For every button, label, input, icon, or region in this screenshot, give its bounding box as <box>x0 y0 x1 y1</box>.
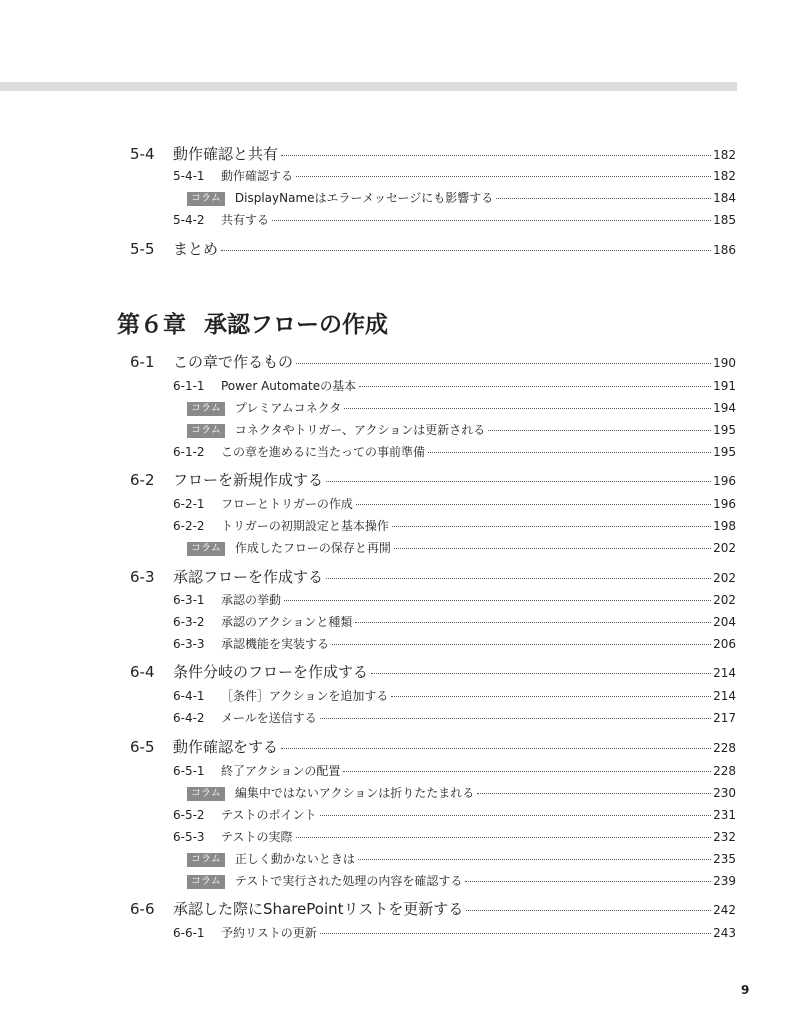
dot-leader <box>296 837 712 838</box>
toc-subsection <box>173 591 736 608</box>
entry-number: 5-4 <box>130 145 155 163</box>
toc-subsection <box>173 517 736 534</box>
column-badge: コラム <box>187 853 225 867</box>
dot-leader <box>344 408 711 409</box>
dot-leader <box>477 793 711 794</box>
entry-page: 217 <box>713 711 736 725</box>
dot-leader <box>332 644 711 645</box>
entry-title: 作成したフローの保存と再開 <box>234 541 391 555</box>
toc-section <box>130 736 736 757</box>
entry-title: メールを送信する <box>221 711 317 725</box>
page-number: 9 <box>741 983 750 997</box>
dot-leader <box>343 771 711 772</box>
toc-section <box>130 238 736 259</box>
column-badge: コラム <box>187 402 225 416</box>
entry-number: 6-3-3 <box>173 637 205 651</box>
toc-subsection <box>173 924 736 941</box>
entry-title: フローを新規作成する <box>173 471 324 489</box>
entry-page: 190 <box>713 356 736 370</box>
chapter-title: 承認フローの作成 <box>204 312 388 338</box>
dot-leader <box>296 363 711 364</box>
chapter-heading <box>117 306 388 339</box>
entry-page: 202 <box>713 541 736 555</box>
toc-subsection <box>173 709 736 726</box>
entry-title: プレミアムコネクタ <box>234 401 342 415</box>
dot-leader <box>496 198 711 199</box>
entry-number: 6-5-1 <box>173 764 205 778</box>
entry-title: 動作確認をする <box>173 738 279 756</box>
dot-leader <box>394 548 711 549</box>
dot-leader <box>392 526 711 527</box>
entry-number: 6-1 <box>130 353 155 371</box>
toc-section <box>130 351 736 372</box>
entry-page: 185 <box>713 213 736 227</box>
entry-page: 243 <box>713 926 736 940</box>
toc-column <box>187 872 736 890</box>
entry-page: 202 <box>713 571 736 585</box>
entry-page: 232 <box>713 830 736 844</box>
entry-page: 228 <box>713 741 736 755</box>
entry-page: 206 <box>713 637 736 651</box>
entry-title: 予約リストの更新 <box>221 926 317 940</box>
toc-section <box>130 661 736 682</box>
dot-leader <box>272 220 711 221</box>
toc-subsection <box>173 377 736 394</box>
toc-subsection <box>173 613 736 630</box>
entry-title: 承認した際にSharePointリストを更新する <box>173 900 464 918</box>
header-bar <box>0 82 737 91</box>
entry-number: 6-3 <box>130 568 155 586</box>
entry-page: 184 <box>713 191 736 205</box>
entry-title: 正しく動かないときは <box>234 852 355 866</box>
entry-page: 242 <box>713 903 736 917</box>
dot-leader <box>355 622 711 623</box>
entry-title: 共有する <box>221 213 270 227</box>
dot-leader <box>326 578 711 579</box>
entry-page: 202 <box>713 593 736 607</box>
entry-title: コネクタやトリガー、アクションは更新される <box>234 423 486 437</box>
entry-title: 承認機能を実装する <box>221 637 330 651</box>
dot-leader <box>356 504 711 505</box>
toc-section <box>130 143 736 164</box>
entry-number: 6-4 <box>130 663 155 681</box>
entry-page: 194 <box>713 401 736 415</box>
dot-leader <box>358 859 711 860</box>
dot-leader <box>359 386 711 387</box>
toc-column <box>187 421 736 439</box>
dot-leader <box>281 155 711 156</box>
entry-page: 196 <box>713 474 736 488</box>
entry-title: まとめ <box>173 240 219 258</box>
column-badge: コラム <box>187 424 225 438</box>
entry-page: 195 <box>713 423 736 437</box>
entry-title: テストの実際 <box>221 830 293 844</box>
entry-number: 6-4-1 <box>173 689 205 703</box>
entry-number: 6-5-3 <box>173 830 205 844</box>
entry-number: 5-4-2 <box>173 213 205 227</box>
toc-subsection <box>173 687 736 704</box>
toc-subsection <box>173 828 736 845</box>
dot-leader <box>488 430 711 431</box>
dot-leader <box>320 815 712 816</box>
dot-leader <box>465 881 711 882</box>
toc-section <box>130 566 736 587</box>
dot-leader <box>320 933 711 934</box>
entry-page: 239 <box>713 874 736 888</box>
entry-number: 5-4-1 <box>173 169 205 183</box>
entry-title: この章で作るもの <box>173 353 294 371</box>
entry-title: 終了アクションの配置 <box>221 764 341 778</box>
entry-page: 228 <box>713 764 736 778</box>
entry-title: テストで実行された処理の内容を確認する <box>234 874 463 888</box>
entry-number: 6-3-1 <box>173 593 205 607</box>
entry-number: 6-2 <box>130 471 155 489</box>
entry-title: 承認のアクションと種類 <box>221 615 353 629</box>
entry-page: 214 <box>713 666 736 680</box>
toc-subsection <box>173 443 736 460</box>
column-badge: コラム <box>187 787 225 801</box>
entry-title: 承認フローを作成する <box>173 568 324 586</box>
toc-column <box>187 850 736 868</box>
entry-title: 編集中ではないアクションは折りたたまれる <box>234 786 475 800</box>
toc-column <box>187 784 736 802</box>
column-badge: コラム <box>187 875 225 889</box>
entry-page: 182 <box>713 169 736 183</box>
toc-subsection <box>173 635 736 652</box>
entry-page: 230 <box>713 786 736 800</box>
entry-number: 6-3-2 <box>173 615 205 629</box>
entry-title: 承認の挙動 <box>221 593 282 607</box>
toc-column <box>187 189 736 207</box>
entry-number: 6-6 <box>130 900 155 918</box>
entry-title: DisplayNameはエラーメッセージにも影響する <box>234 191 494 205</box>
toc-section <box>130 469 736 490</box>
entry-page: 235 <box>713 852 736 866</box>
dot-leader <box>326 481 711 482</box>
toc-subsection <box>173 167 736 184</box>
entry-title: テストのポイント <box>221 808 317 822</box>
dot-leader <box>428 452 711 453</box>
entry-page: 195 <box>713 445 736 459</box>
column-badge: コラム <box>187 192 225 206</box>
dot-leader <box>296 176 711 177</box>
entry-title: フローとトリガーの作成 <box>221 497 353 511</box>
entry-page: 204 <box>713 615 736 629</box>
entry-page: 191 <box>713 379 736 393</box>
toc-subsection <box>173 762 736 779</box>
entry-title: この章を進めるに当たっての事前準備 <box>221 445 426 459</box>
entry-page: 196 <box>713 497 736 511</box>
entry-number: 6-5 <box>130 738 155 756</box>
entry-number: 6-1-2 <box>173 445 205 459</box>
entry-number: 6-2-2 <box>173 519 205 533</box>
entry-number: 6-5-2 <box>173 808 205 822</box>
toc-section <box>130 898 736 919</box>
column-badge: コラム <box>187 542 225 556</box>
entry-page: 182 <box>713 148 736 162</box>
dot-leader <box>371 673 711 674</box>
toc-subsection <box>173 211 736 228</box>
entry-title: 動作確認する <box>221 169 294 183</box>
entry-page: 198 <box>713 519 736 533</box>
entry-title: 条件分岐のフローを作成する <box>173 663 369 681</box>
entry-title: Power Automateの基本 <box>221 379 357 393</box>
chapter-number: 第６章 <box>117 312 186 338</box>
dot-leader <box>391 696 711 697</box>
entry-title: 動作確認と共有 <box>173 145 279 163</box>
entry-number: 6-4-2 <box>173 711 205 725</box>
entry-page: 186 <box>713 243 736 257</box>
entry-page: 214 <box>713 689 736 703</box>
dot-leader <box>221 250 711 251</box>
entry-page: 231 <box>713 808 736 822</box>
dot-leader <box>281 748 711 749</box>
dot-leader <box>320 718 711 719</box>
toc-column <box>187 539 736 557</box>
entry-number: 5-5 <box>130 240 155 258</box>
dot-leader <box>284 600 711 601</box>
toc-subsection <box>173 495 736 512</box>
entry-number: 6-2-1 <box>173 497 205 511</box>
entry-title: トリガーの初期設定と基本操作 <box>221 519 389 533</box>
entry-title: ［条件］アクションを追加する <box>221 689 389 703</box>
toc-column <box>187 399 736 417</box>
entry-number: 6-1-1 <box>173 379 205 393</box>
toc-subsection <box>173 806 736 823</box>
entry-number: 6-6-1 <box>173 926 205 940</box>
dot-leader <box>466 910 711 911</box>
